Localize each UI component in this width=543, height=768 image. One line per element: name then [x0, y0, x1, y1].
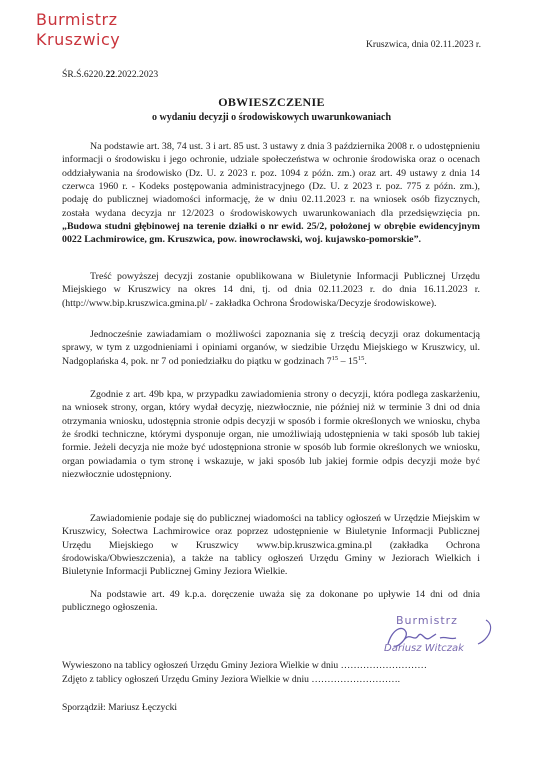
paragraph-notice-boards: Zawiadomienie podaje się do publicznej wiadomości na tablicy ogłoszeń w Urzędzie Miejskim w Kruszwicy, Sołectwa Lachmirowice oraz poprzez udostępnienie w Biuletynie Informacji Publicznej Urzędu Miejskiego w Kruszwicy www.bip.kruszwica.gmina.pl (zakładka Ochrona środowiska/Obwieszczenia), a także na tablicy ogłoszeń Urzędu Gminy w Jeziorach Wielkich i Biuletynie Informacji Publicznej Gminy Jeziora Wielkie.: [62, 513, 480, 578]
paragraph-3-text: Jednocześnie zawiadamiam o możliwości zapoznania się z treścią decyzji oraz dokumentacją sprawy, w tym z uzgodnieniami i opiniami organów, w siedzibie Urzędu Miejskiego w Kruszwicy, ul. Nadgoplańska 4, pok. nr 7 od poniedziałku do piątku w godzinach 7: [62, 329, 480, 367]
paragraph-publication: Treść powyższej decyzji zostanie opublikowana w Biuletynie Informacji Publicznej Urzędu Miejskiego w Kruszwicy na okres 14 dni, tj. od dnia 02.11.2023 r. do dnia 16.11.2023 r. (http://www.bip.kruszwica.gmina.pl/ - zakładka Ochrona Środowiska/Decyzje środowiskowe).: [62, 271, 480, 309]
reference-number: [62, 68, 158, 81]
footer-removed: Zdjęto z tablicy ogłoszeń Urzędu Gminy Jeziora Wielkie w dniu ……………………….: [62, 674, 401, 685]
hours-end-minutes: 15: [357, 354, 365, 362]
document-title: OBWIESZCZENIE: [218, 95, 325, 109]
signature-title: Burmistrz: [396, 614, 458, 627]
hours-start-minutes: 15: [331, 354, 339, 362]
reference-suffix: .2022.2023: [115, 69, 159, 80]
paragraph-delivery: Na podstawie art. 49 k.p.a. doręczenie uważa się za dokonane po upływie 14 dni od dnia publicznego ogłoszenia.: [62, 589, 480, 614]
footer-posted: Wywieszono na tablicy ogłoszeń Urzędu Gminy Jeziora Wielkie w dniu ………………………: [62, 660, 427, 671]
paragraph-3-end: .: [364, 355, 367, 367]
signature-stamp: [378, 612, 508, 660]
footer-prepared-by: Sporządził: Mariusz Łęczycki: [62, 702, 178, 713]
paragraph-inspection: [62, 328, 480, 368]
signature-name: Dariusz Witczak: [384, 643, 464, 654]
reference-bold: 22: [105, 69, 116, 80]
hours-separator: – 15: [338, 355, 358, 367]
paragraph-1-text: Na podstawie art. 38, 74 ust. 3 i art. 85 ust. 3 ustawy z dnia 3 października 2008 r. o udostępnieniu informacji o środowisku i jego ochronie, udziale społeczeństwa w ochronie środowiska oraz o ocenach oddziaływania na środowisko (Dz. U. z 2023 r. poz. 1094 z późn. zm.) oraz art. 49 ustawy z dnia 14 czerwca 1960 r. - Kodeks postępowania administracyjnego (Dz. U. z 2023 r. poz. 775 z późn. zm.), podaję do publicznej wiadomości informację, że w dniu 02.11.2023 r. na wniosek osób fizycznych, została wydana decyzja nr 12/2023 o środowiskowych uwarunkowaniach dla przedsięwzięcia pn.: [62, 141, 480, 219]
letterhead-line2: Kruszwicy: [36, 30, 121, 49]
project-name: „Budowa studni głębinowej na terenie działki o nr ewid. 25/2, położonej w obrębie ewidencyjnym 0022 Lachmirowice, gm. Kruszwica, pow. inowrocławski, woj. kujawsko-pomorskie”.: [62, 221, 480, 246]
document-subtitle: o wydaniu decyzji o środowiskowych uwarunkowaniach: [151, 112, 392, 123]
place-date: Kruszwica, dnia 02.11.2023 r.: [365, 39, 481, 50]
paragraph-art-49b: Zgodnie z art. 49b kpa, w przypadku zawiadomienia strony o decyzji, która podlega zaskarżeniu, na wniosek strony, organ, który wydał decyzję, niezwłocznie, nie później niż w terminie 3 dni od dnia otrzymania wniosku, udostępnia stronie odpis decyzji w sposób i formie określonych we wniosku, chyba że środki techniczne, którymi dysponuje organ, nie umożliwiają udostępnienia w taki sposób lub takiej formie. Jeżeli decyzja nie może być udostępniona stronie w sposób lub formie określonych we wniosku, organ powiadamia o tym stronę i wskazuje, w jaki sposób lub jakiej formie odpis decyzji może być niezwłocznie udostępniony.: [62, 389, 480, 481]
paragraph-legal-basis: [62, 140, 480, 247]
letterhead-line1: Burmistrz: [36, 10, 118, 29]
reference-prefix: ŚR.Ś.6220.: [62, 69, 106, 80]
